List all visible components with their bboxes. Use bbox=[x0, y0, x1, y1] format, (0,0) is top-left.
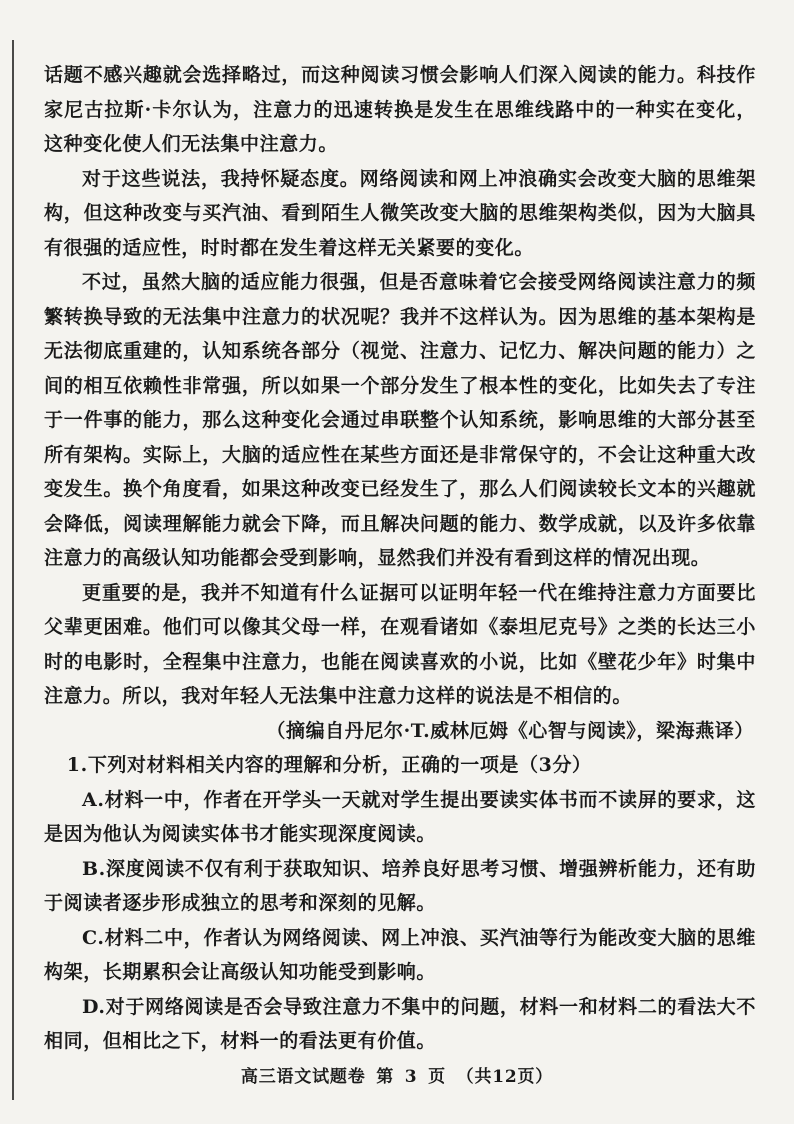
article-paragraph-1: 话题不感兴趣就会选择略过，而这种阅读习惯会影响人们深入阅读的能力。科技作家尼古拉斯·卡尔认为，注意力的迅速转换是发生在思维线路中的一种实在变化，这种变化使人们无法集中注意力。 bbox=[44, 64, 756, 155]
question-1-option-d: D.对于网络阅读是否会导致注意力不集中的问题，材料一和材料二的看法大不相同，但相比之下，材料一的看法更有价值。 bbox=[44, 995, 756, 1052]
question-1-option-c: C.材料二中，作者认为网络阅读、网上冲浪、买汽油等行为能改变大脑的思维构架，长期累积会让高级认知功能受到影响。 bbox=[44, 926, 756, 983]
question-1-option-a: A.材料一中，作者在开学头一天就对学生提出要读实体书而不读屏的要求，这是因为他认为阅读实体书才能实现深度阅读。 bbox=[44, 788, 756, 845]
article-paragraph-4: 更重要的是，我并不知道有什么证据可以证明年轻一代在维持注意力方面要比父辈更困难。他们可以像其父母一样，在观看诸如《泰坦尼克号》之类的长达三小时的电影时，全程集中注意力，也能在阅读喜欢的小说，比如《壁花少年》时集中注意力。所以，我对年轻人无法集中注意力这样的说法是不相信的。 bbox=[44, 581, 756, 707]
footer-page-number: 3 bbox=[404, 1067, 418, 1087]
footer-total-pages: （共12页） bbox=[456, 1067, 554, 1087]
page-content bbox=[44, 58, 756, 1059]
binding-margin-line bbox=[12, 40, 14, 1100]
page-footer bbox=[0, 1062, 794, 1087]
question-1-stem: 1.下列对材料相关内容的理解和分析，正确的一项是（3分） bbox=[66, 754, 592, 776]
article-paragraph-2: 对于这些说法，我持怀疑态度。网络阅读和网上冲浪确实会改变大脑的思维架构，但这种改变与买汽油、看到陌生人微笑改变大脑的思维架构类似，因为大脑具有很强的适应性，时时都在发生着这样无关紧要的变化。 bbox=[44, 167, 756, 259]
footer-page-suffix: 页 bbox=[428, 1067, 446, 1087]
article-paragraph-3: 不过，虽然大脑的适应能力很强，但是否意味着它会接受网络阅读注意力的频繁转换导致的无法集中注意力的状况呢？我并不这样认为。因为思维的基本架构是无法彻底重建的，认知系统各部分（视觉、注意力、记忆力、解决问题的能力）之间的相互依赖性非常强，所以如果一个部分发生了根本性的变化，比如失去了专注于一件事的能力，那么这种变化会通过串联整个认知系统，影响思维的大部分甚至所有架构。实际上，大脑的适应性在某些方面还是非常保守的，不会让这种重大改变发生。换个角度看，如果这种改变已经发生了，那么人们阅读较长文本的兴趣就会降低，阅读理解能力就会下降，而且解决问题的能力、数学成就，以及许多依靠注意力的高级认知功能都会受到影响，显然我们并没有看到这样的情况出现。 bbox=[44, 271, 756, 569]
article-source-citation: （摘编自丹尼尔·T.威林厄姆《心智与阅读》，梁海燕译） bbox=[266, 719, 754, 742]
question-1-option-b: B.深度阅读不仅有利于获取知识、培养良好思考习惯、增强辨析能力，还有助于阅读者逐步形成独立的思考和深刻的见解。 bbox=[44, 857, 756, 914]
footer-page-prefix: 第 bbox=[376, 1067, 395, 1087]
question-1 bbox=[44, 748, 756, 1059]
footer-exam-title: 高三语文试题卷 bbox=[240, 1067, 366, 1087]
